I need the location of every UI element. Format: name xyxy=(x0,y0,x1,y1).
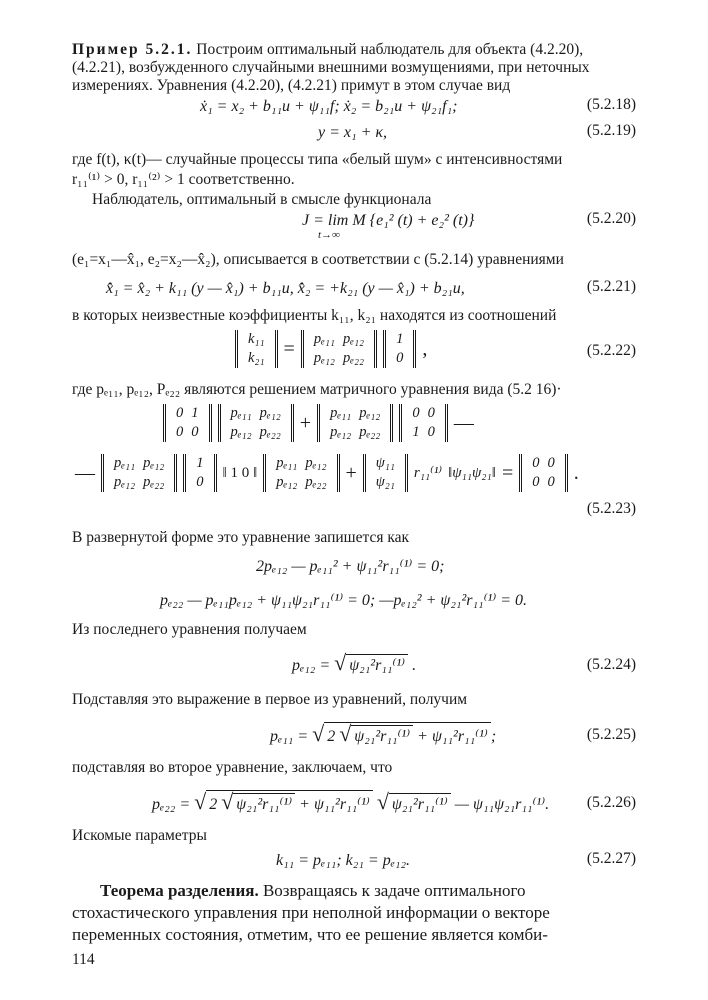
p-cell: pₑ₁₂ xyxy=(342,331,365,347)
radicand-sum: + ψ₁₁²r₁₁⁽¹⁾ xyxy=(417,728,488,745)
equation-number-5-2-25: (5.2.25) xyxy=(586,726,636,743)
zero-cell: 0 xyxy=(547,455,555,471)
p-cell: pₑ₂₂ xyxy=(342,350,365,366)
equation-number-5-2-22: (5.2.22) xyxy=(586,342,636,359)
example-text-1: Построим оптимальный наблюдатель для объекта (4.2.20), xyxy=(196,41,584,58)
zero-cell: 0 xyxy=(547,474,555,490)
equation-5-2-18: ẋ₁ = x₂ + b₁₁u + ψ₁₁f; ẋ₂ = b₂₁u + ψ₂₁f₁; xyxy=(200,98,458,115)
p-cell: pₑ₁₂ xyxy=(313,350,335,366)
p-cell: pₑ₁₁ xyxy=(230,405,252,421)
last-eq-text: Из последнего уравнения получаем xyxy=(72,621,307,638)
radical-sign: √ xyxy=(334,650,347,675)
equation-number-5-2-21: (5.2.21) xyxy=(586,278,636,295)
theorem-line-2: стохастического управления при неполной информации о векторе xyxy=(72,903,550,922)
period: . xyxy=(573,462,579,484)
v-cell: 0 xyxy=(396,350,404,366)
p-cell: pₑ₂₂ xyxy=(143,474,165,490)
equation-5-2-23-row2 xyxy=(72,454,582,492)
psi-vector xyxy=(363,454,408,492)
lhs: pₑ₂₂ = xyxy=(152,796,191,813)
p-cell: pₑ₂₂ xyxy=(259,424,281,440)
equation-number-5-2-20: (5.2.20) xyxy=(586,210,636,227)
a-transpose-matrix xyxy=(399,404,448,442)
p-cell: pₑ₁₂ xyxy=(276,474,298,490)
equation-5-2-20: J = lim M {e₁² (t) + e₂² (t)} xyxy=(302,212,475,229)
equation-number-5-2-27: (5.2.27) xyxy=(586,850,636,867)
a-cell: 0 xyxy=(176,424,184,440)
coef-text: в которых неизвестные коэффициенты k₁₁, k₂₁ находятся из соотношений xyxy=(72,307,557,324)
theorem-line-3: переменных состояния, отметим, что ее решение является комби- xyxy=(72,925,548,944)
k-cell: k₂₁ xyxy=(248,350,265,366)
inner-radicand: ψ₂₁²r₁₁⁽¹⁾ xyxy=(233,793,295,816)
p-matrix xyxy=(218,404,294,442)
equals-sign: = xyxy=(501,462,514,484)
equation-5-2-23-row1 xyxy=(160,404,477,442)
p-cell: pₑ₁₁ xyxy=(313,331,335,347)
p-cell: pₑ₁₂ xyxy=(259,405,281,421)
where-line-2b: где pₑ₁₁, pₑ₁₂, Pₑ₂₂ являются решением матричного уравнения вида (5.2 16)· xyxy=(72,381,562,398)
equation-number-5-2-18: (5.2.18) xyxy=(586,96,636,113)
p-cell: pₑ₁₁ xyxy=(330,405,352,421)
equation-5-2-27: k₁₁ = pₑ₁₁; k₂₁ = pₑ₁₂. xyxy=(276,852,411,869)
at-cell: 0 xyxy=(427,424,435,440)
psi-row-vector: ‖ψ₁₁ψ₂₁‖ xyxy=(448,465,496,481)
tail: . xyxy=(412,657,417,674)
a-cell: 0 xyxy=(176,405,184,421)
equation-5-2-25 xyxy=(270,722,496,748)
equation-number-5-2-23: (5.2.23) xyxy=(586,500,636,517)
example-line-2: (4.2.21), возбужденного случайными внешними возмущениями, при неточных xyxy=(72,59,590,76)
equation-5-2-21: x̂̇₁ = x̂₂ + k₁₁ (y — x̂₁) + b₁₁u, x̂̇₂ = +k₂₁ (y — x̂₁) + b₂₁u, xyxy=(106,280,465,297)
p-matrix xyxy=(101,454,177,492)
limit-subscript: t→∞ xyxy=(318,229,340,241)
at-cell: 1 xyxy=(412,424,420,440)
p-cell: pₑ₁₂ xyxy=(230,424,252,440)
r-factor: r₁₁⁽¹⁾ xyxy=(413,465,443,481)
radicand: ψ₂₁²r₁₁⁽¹⁾ xyxy=(346,654,408,677)
lhs: pₑ₁₁ = xyxy=(270,728,309,745)
zero-matrix xyxy=(519,454,568,492)
v-cell: 1 xyxy=(396,331,404,347)
comma: , xyxy=(422,338,428,360)
c-cell: 0 xyxy=(196,474,204,490)
p-cell: pₑ₁₂ xyxy=(143,455,165,471)
plus-sign: + xyxy=(299,412,312,434)
outer-radicand xyxy=(324,722,491,748)
subst-text: Подставляя это выражение в первое из уравнений, получим xyxy=(72,691,468,708)
equation-number-5-2-26: (5.2.26) xyxy=(586,794,636,811)
second-text: подставляя во второе уравнение, заключаем, что xyxy=(72,759,393,776)
described-text: (e₁=x₁—x̂₁, e₂=x₂—x̂₂), описывается в соответствии с (5.2.14) уравнениями xyxy=(72,251,564,268)
theorem-text-1: Возвращаясь к задаче оптимального xyxy=(262,881,526,900)
psi-cell: ψ₁₁ xyxy=(375,455,395,471)
equals-sign: = xyxy=(283,338,295,360)
zero-cell: 0 xyxy=(532,474,540,490)
p-matrix xyxy=(263,454,339,492)
observer-text: Наблюдатель, оптимальный в смысле функционала xyxy=(92,191,432,208)
p-cell: pₑ₁₁ xyxy=(276,455,298,471)
c-cell: 1 xyxy=(196,455,204,471)
where-line-1: где f(t), κ(t)— случайные процессы типа «белый шум» с интенсивностями xyxy=(72,151,563,168)
tail: ; xyxy=(490,728,497,745)
inner-radical-sign: √ xyxy=(339,721,352,746)
c-vector xyxy=(183,454,216,492)
c-row-vector: ‖ 1 0 ‖ xyxy=(222,465,258,481)
p-matrix xyxy=(301,330,377,368)
expanded-equation-1: 2pₑ₁₂ — pₑ₁₁² + ψ₁₁²r₁₁⁽¹⁾ = 0; xyxy=(256,558,445,575)
psi-cell: ψ₂₁ xyxy=(375,474,395,490)
page-number: 114 xyxy=(72,951,95,968)
equation-5-2-24 xyxy=(292,652,416,677)
outer-radicand xyxy=(206,790,373,816)
p-cell: pₑ₁₂ xyxy=(305,455,327,471)
tail: — ψ₁₁ψ₂₁r₁₁⁽¹⁾. xyxy=(454,796,550,813)
k-vector xyxy=(235,330,278,368)
params-text: Искомые параметры xyxy=(72,827,207,844)
at-cell: 0 xyxy=(412,405,420,421)
radicand-factor: 2 xyxy=(209,796,218,813)
zero-cell: 0 xyxy=(532,455,540,471)
expanded-equation-2: pₑ₂₂ — pₑ₁₁pₑ₁₂ + ψ₁₁ψ₂₁r₁₁⁽¹⁾ = 0; —pₑ₁₂² + ψ₂₁²r₁₁⁽¹⁾ = 0. xyxy=(160,592,528,609)
equation-5-2-26 xyxy=(152,790,549,816)
a-cell: 1 xyxy=(191,405,199,421)
radicand-factor: 2 xyxy=(327,728,336,745)
lhs: pₑ₁₂ = xyxy=(292,657,331,674)
p-cell: pₑ₁₂ xyxy=(330,424,352,440)
radical-sign: √ xyxy=(312,721,325,746)
p-cell: pₑ₂₂ xyxy=(359,424,381,440)
expanded-text: В развернутой форме это уравнение запишется как xyxy=(72,529,410,546)
plus-sign: + xyxy=(345,462,357,484)
p-cell: pₑ₁₁ xyxy=(114,455,136,471)
theorem-title: Теорема разделения. xyxy=(100,881,259,900)
minus-sign: — xyxy=(75,462,95,484)
second-radicand: ψ₂₁²r₁₁⁽¹⁾ xyxy=(389,793,451,816)
c-vector xyxy=(383,330,416,368)
a-cell: 0 xyxy=(191,424,199,440)
radicand-sum: + ψ₁₁²r₁₁⁽¹⁾ xyxy=(299,796,370,813)
p-cell: pₑ₁₂ xyxy=(114,474,136,490)
equation-number-5-2-19: (5.2.19) xyxy=(586,122,636,139)
radical-sign: √ xyxy=(194,789,207,814)
a-matrix xyxy=(163,404,212,442)
second-radical-sign: √ xyxy=(376,789,389,814)
inner-radicand: ψ₂₁²r₁₁⁽¹⁾ xyxy=(351,725,413,748)
p-cell: pₑ₂₂ xyxy=(305,474,327,490)
example-label: Пример 5.2.1. xyxy=(72,41,193,58)
equation-5-2-19: y = x₁ + κ, xyxy=(318,124,388,141)
inner-radical-sign: √ xyxy=(221,789,234,814)
example-line-1 xyxy=(72,40,583,60)
where-line-2: r₁₁⁽¹⁾ > 0, r₁₁⁽²⁾ > 1 соответственно. xyxy=(72,171,295,188)
p-cell: pₑ₁₂ xyxy=(359,405,381,421)
at-cell: 0 xyxy=(427,405,435,421)
example-line-3: измерениях. Уравнения (4.2.20), (4.2.21) примут в этом случае вид xyxy=(72,77,511,94)
theorem-line-1 xyxy=(100,880,526,902)
minus-sign: — xyxy=(453,412,474,434)
equation-number-5-2-24: (5.2.24) xyxy=(586,656,636,673)
k-cell: k₁₁ xyxy=(248,331,265,347)
equation-5-2-22 xyxy=(232,330,430,368)
p-matrix xyxy=(317,404,393,442)
